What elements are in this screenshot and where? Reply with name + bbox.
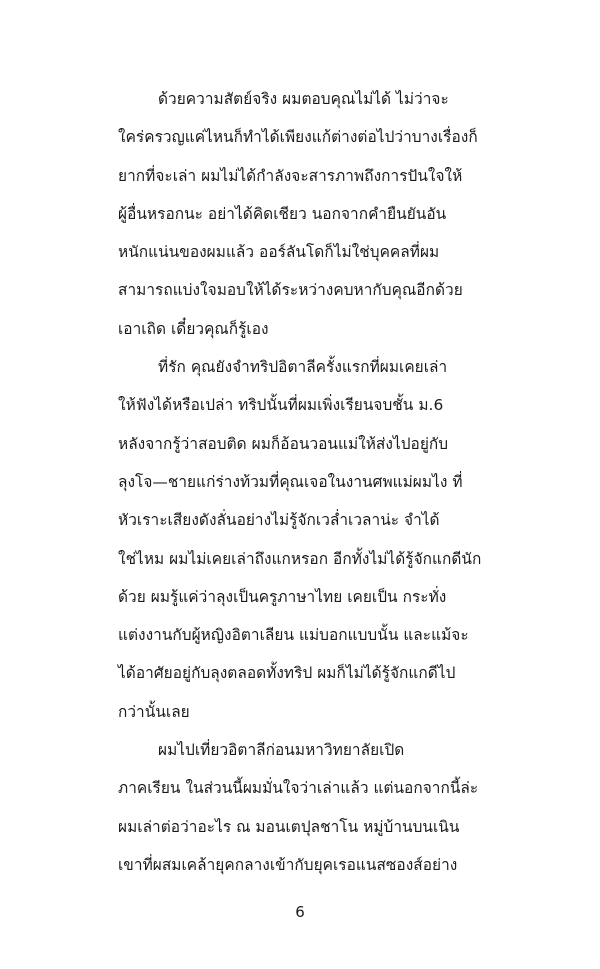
text-line: เขาที่ผสมเคล้ายุคกลางเข้ากับยุคเรอแนสซองส์อย่าง: [118, 855, 458, 874]
text-line: ผู้อื่นหรอกนะ อย่าได้คิดเชียว นอกจากคำยืนยันอัน: [118, 204, 447, 223]
text-line: ใช่ไหม ผมไม่เคยเล่าถึงแกหรอก อีกทั้งไม่ได้รู้จักแกดีนัก: [118, 549, 482, 568]
text-line: ภาคเรียน ในส่วนนี้ผมมั่นใจว่าเล่าแล้ว แต่นอกจากนี้ล่ะ: [118, 779, 479, 798]
text-line: สามารถแบ่งใจมอบให้ได้ระหว่างคบหากับคุณอีกด้วย: [118, 281, 463, 300]
body-text: [118, 80, 490, 884]
text-line: ผมไปเที่ยวอิตาลีก่อนมหาวิทยาลัยเปิด: [158, 741, 405, 760]
text-line: ยากที่จะเล่า ผมไม่ได้กำลังจะสารภาพถึงการปันใจให้: [118, 166, 463, 185]
text-line: ด้วยความสัตย์จริง ผมตอบคุณไม่ได้ ไม่ว่าจะ: [158, 90, 449, 108]
text-line: ด้วย ผมรู้แค่ว่าลุงเป็นครูภาษาไทย เคยเป็น กระทั่ง: [118, 587, 447, 606]
text-line: ผมเล่าต่อว่าอะไร ณ มอนเตปุลชาโน หมู่บ้านบนเนิน: [118, 817, 460, 836]
text-line: ได้อาศัยอยู่กับลุงตลอดทั้งทริป ผมก็ไม่ได้รู้จักแกดีไป: [118, 664, 456, 683]
text-line: หลังจากรู้ว่าสอบติด ผมก็อ้อนวอนแม่ให้ส่งไปอยู่กับ: [118, 434, 449, 453]
text-line: ใคร่ครวญแค่ไหนก็ทำได้เพียงแก้ต่างต่อไปว่าบางเรื่องก็: [118, 128, 478, 147]
text-line: ให้ฟังได้หรือเปล่า ทริปนั้นที่ผมเพิ่งเรียนจบชั้น ม.6: [118, 396, 444, 415]
page-number: 6: [295, 903, 305, 921]
text-line: หนักแน่นของผมแล้ว ออร์ลันโดก็ไม่ใช่บุคคลที่ผม: [118, 243, 440, 262]
text-line: หัวเราะเสียงดังลั่นอย่างไม่รู้จักเวล่ำเวลาน่ะ จำได้: [118, 511, 440, 530]
text-line: แต่งงานกับผู้หญิงอิตาเลียน แม่บอกแบบนั้น และแม้จะ: [118, 626, 469, 645]
text-line: ลุงโจ—ชายแก่ร่างท้วมที่คุณเจอในงานศพแม่ผมไง ที่: [118, 472, 463, 491]
text-line: ที่รัก คุณยังจำทริปอิตาลีครั้งแรกที่ผมเคยเล่า: [158, 358, 448, 377]
text-line: เอาเถิด เดี๋ยวคุณก็รู้เอง: [118, 319, 269, 338]
text-line: กว่านั้นเลย: [118, 702, 190, 721]
